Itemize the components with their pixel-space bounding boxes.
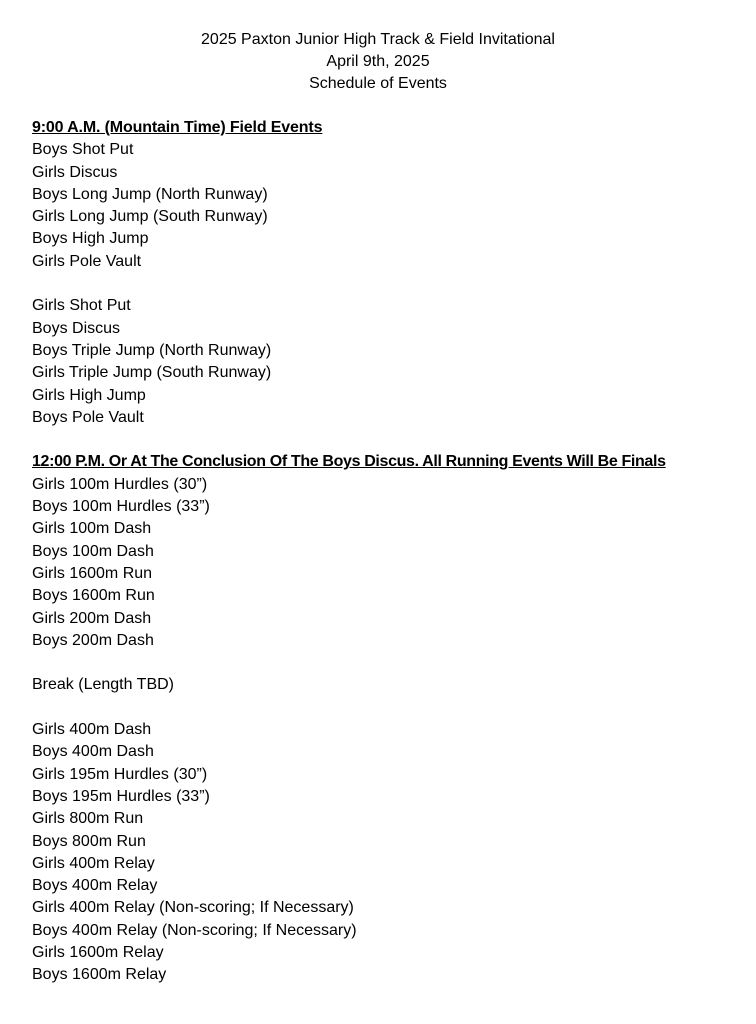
meet-date: April 9th, 2025 xyxy=(326,53,430,71)
event-item: Girls 1600m Run xyxy=(32,564,153,582)
event-item: Girls 100m Hurdles (30”) xyxy=(32,475,208,493)
event-item: Girls 200m Dash xyxy=(32,609,152,627)
event-item: Girls Shot Put xyxy=(32,297,131,315)
event-item: Girls 400m Relay (Non-scoring; If Necessary) xyxy=(32,899,354,917)
event-item: Girls Discus xyxy=(32,163,118,181)
field-events-heading: 9:00 A.M. (Mountain Time) Field Events xyxy=(32,119,323,136)
event-item: Boys 1600m Relay xyxy=(32,966,167,984)
event-item: Girls 1600m Relay xyxy=(32,943,164,961)
event-item: Boys 100m Hurdles (33”) xyxy=(32,498,210,516)
running-events-section xyxy=(32,451,742,986)
blank-line xyxy=(32,273,742,295)
event-item: Boys 400m Relay xyxy=(32,877,158,895)
field-events-section xyxy=(32,117,742,429)
event-item: Girls Long Jump (South Runway) xyxy=(32,208,268,226)
running-events-group-1 xyxy=(32,474,742,652)
event-item: Girls 400m Relay xyxy=(32,854,155,872)
event-item: Girls Pole Vault xyxy=(32,252,142,270)
event-item: Boys 400m Relay (Non-scoring; If Necessary) xyxy=(32,921,357,939)
blank-line xyxy=(32,697,742,719)
event-item: Girls 100m Dash xyxy=(32,520,152,538)
event-item: Boys 1600m Run xyxy=(32,587,155,605)
meet-title: 2025 Paxton Junior High Track & Field Invitational xyxy=(201,31,555,48)
running-events-heading: 12:00 P.M. Or At The Conclusion Of The Boys Discus. All Running Events Will Be Finals xyxy=(32,453,666,471)
event-item: Girls 400m Dash xyxy=(32,721,152,739)
break-notice: Break (Length TBD) xyxy=(32,676,174,694)
event-item: Boys High Jump xyxy=(32,230,149,248)
event-item: Boys Long Jump (North Runway) xyxy=(32,185,268,203)
event-item: Boys 800m Run xyxy=(32,832,146,850)
blank-line xyxy=(32,429,742,451)
event-item: Boys 195m Hurdles (33”) xyxy=(32,787,210,805)
event-item: Boys Pole Vault xyxy=(32,408,144,426)
event-item: Boys Triple Jump (North Runway) xyxy=(32,341,272,359)
event-item: Girls 800m Run xyxy=(32,810,144,828)
event-item: Boys 200m Dash xyxy=(32,631,154,649)
event-item: Boys 400m Dash xyxy=(32,743,154,761)
event-item: Boys Shot Put xyxy=(32,141,134,159)
running-events-group-2 xyxy=(32,719,742,987)
field-events-group-1 xyxy=(32,139,742,273)
schedule-content xyxy=(32,117,742,987)
document-header xyxy=(0,29,756,96)
field-events-group-2 xyxy=(32,295,742,429)
blank-line xyxy=(32,652,742,674)
event-item: Girls 195m Hurdles (30”) xyxy=(32,765,208,783)
event-item: Girls Triple Jump (South Runway) xyxy=(32,364,272,382)
schedule-subtitle: Schedule of Events xyxy=(309,75,447,93)
event-item: Boys Discus xyxy=(32,319,121,337)
event-item: Girls High Jump xyxy=(32,386,146,404)
event-item: Boys 100m Dash xyxy=(32,542,154,560)
